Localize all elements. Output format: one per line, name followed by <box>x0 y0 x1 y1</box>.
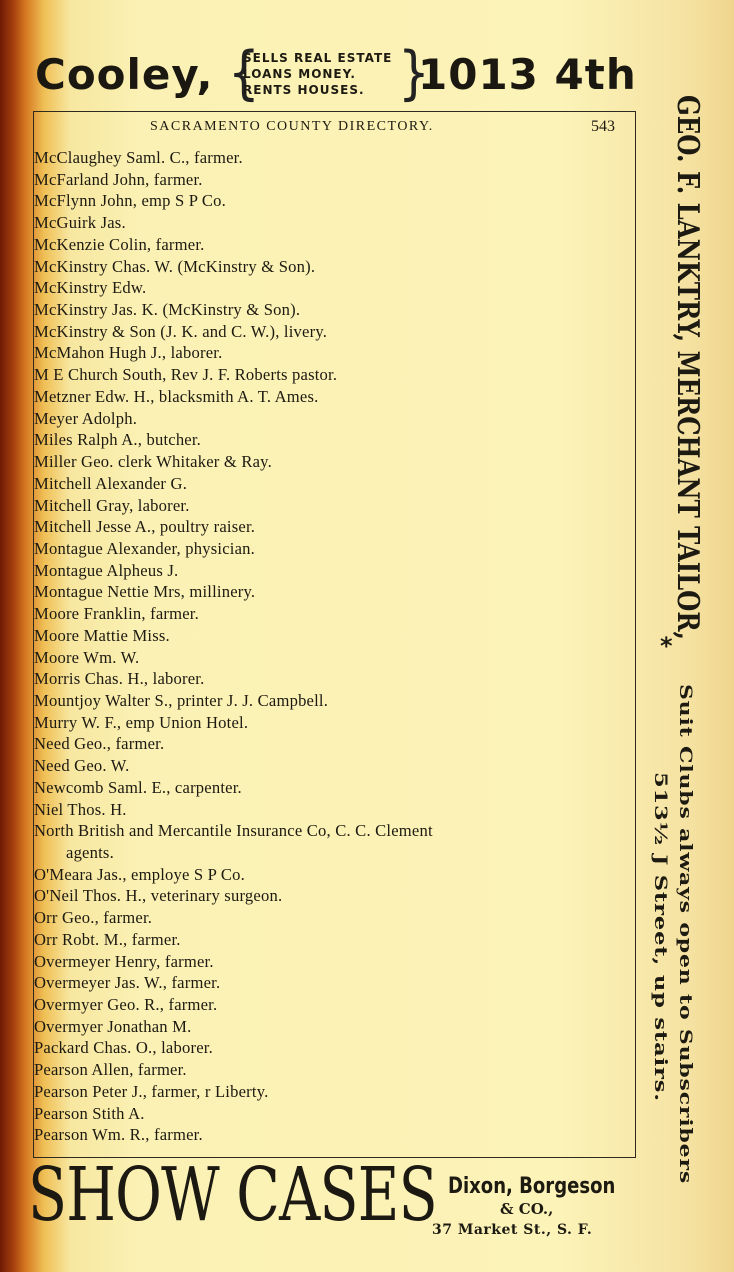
directory-entry: Need Geo., farmer. <box>34 734 165 754</box>
directory-entry: McMahon Hugh J., laborer. <box>34 343 223 363</box>
directory-entry: Orr Robt. M., farmer. <box>34 929 181 949</box>
directory-entry: O'Meara Jas., employe S P Co. <box>34 864 245 884</box>
directory-entry: Pearson Allen, farmer. <box>34 1060 187 1080</box>
cooley-ad-address: 1013 4th <box>418 50 637 99</box>
tailor-ad-text: GEO. F. LANKTRY, MERCHANT TAILOR, <box>670 95 705 641</box>
directory-entry: Overmyer Jonathan M. <box>34 1016 192 1036</box>
directory-entry: Need Geo. W. <box>34 756 130 776</box>
directory-entry: McFlynn John, emp S P Co. <box>34 191 227 211</box>
dixon-company: Dixon, Borgeson <box>448 1174 616 1199</box>
service-line: RENTS HOUSES. <box>243 83 365 97</box>
directory-entry: McKinstry Edw. <box>34 278 147 298</box>
directory-entry: Mitchell Jesse A., poultry raiser. <box>34 517 256 537</box>
suit-clubs-text: Suit Clubs always open to Subscribers <box>676 684 695 1185</box>
directory-entry: Montague Alpheus J. <box>34 560 179 580</box>
directory-entry: Pearson Peter J., farmer, r Liberty. <box>34 1081 269 1101</box>
directory-entry: Overmeyer Henry, farmer. <box>34 951 214 971</box>
directory-entry: Moore Wm. W. <box>34 647 140 667</box>
cooley-ad-name: Cooley, <box>35 50 214 99</box>
left-brace: { <box>228 39 260 107</box>
service-line: SELLS REAL ESTATE <box>243 51 393 65</box>
directory-entry: Pearson Stith A. <box>34 1103 145 1123</box>
directory-entry: Mitchell Gray, laborer. <box>34 495 190 515</box>
directory-entry: McFarland John, farmer. <box>34 169 203 189</box>
directory-entry: Meyer Adolph. <box>34 408 138 428</box>
directory-entry: Mitchell Alexander G. <box>34 473 188 493</box>
directory-entry: Miller Geo. clerk Whitaker & Ray. <box>34 452 272 472</box>
directory-entry: O'Neil Thos. H., veterinary surgeon. <box>34 886 283 906</box>
directory-entry: Metzner Edw. H., blacksmith A. T. Ames. <box>34 386 319 406</box>
running-header: SACRAMENTO COUNTY DIRECTORY. <box>150 119 434 134</box>
suit-clubs-address-text: 513½ J Street, up stairs. <box>651 772 670 1102</box>
lanktry-tailor-ad <box>665 95 705 655</box>
service-line: LOANS MONEY. <box>243 67 356 81</box>
directory-entry: McGuirk Jas. <box>34 213 126 233</box>
dixon-company-co: & CO., <box>500 1200 554 1218</box>
directory-entry: Packard Chas. O., laborer. <box>34 1038 213 1058</box>
directory-entry: Overmyer Geo. R., farmer. <box>34 995 218 1015</box>
directory-entries <box>34 147 634 1146</box>
directory-entry: McClaughey Saml. C., farmer. <box>34 148 243 167</box>
star-ornament: * <box>660 632 673 660</box>
dixon-address: 37 Market St., S. F. <box>432 1222 593 1238</box>
directory-entry: Overmeyer Jas. W., farmer. <box>34 973 221 993</box>
directory-entry: McKinstry Chas. W. (McKinstry & Son). <box>34 256 316 276</box>
page-number: 543 <box>591 118 615 135</box>
directory-entry: Miles Ralph A., butcher. <box>34 430 202 450</box>
directory-entry: North British and Mercantile Insurance Co, C. C. Clement <box>34 821 433 841</box>
directory-entry: McKenzie Colin, farmer. <box>34 234 205 254</box>
directory-entry: agents. <box>66 843 114 862</box>
directory-entry: Murry W. F., emp Union Hotel. <box>34 712 249 732</box>
directory-entry: Montague Alexander, physician. <box>34 538 255 558</box>
cooley-ad-services <box>243 50 392 98</box>
directory-entry: Moore Mattie Miss. <box>34 625 170 645</box>
directory-entry: M E Church South, Rev J. F. Roberts pastor. <box>34 365 338 385</box>
right-brace: } <box>398 39 430 107</box>
show-cases-headline: SHOW CASES <box>28 1152 437 1238</box>
directory-entry: McKinstry & Son (J. K. and C. W.), livery. <box>34 321 328 341</box>
directory-entry: Moore Franklin, farmer. <box>34 604 199 624</box>
directory-entry: Pearson Wm. R., farmer. <box>34 1125 203 1145</box>
directory-entry: Newcomb Saml. E., carpenter. <box>34 777 242 797</box>
directory-entry: Morris Chas. H., laborer. <box>34 669 205 689</box>
directory-entry: Montague Nettie Mrs, millinery. <box>34 582 256 602</box>
directory-entry: Mountjoy Walter S., printer J. J. Campbell. <box>34 690 329 710</box>
directory-entry: Niel Thos. H. <box>34 799 127 819</box>
directory-entry: McKinstry Jas. K. (McKinstry & Son). <box>34 300 301 320</box>
directory-entry: Orr Geo., farmer. <box>34 908 153 928</box>
